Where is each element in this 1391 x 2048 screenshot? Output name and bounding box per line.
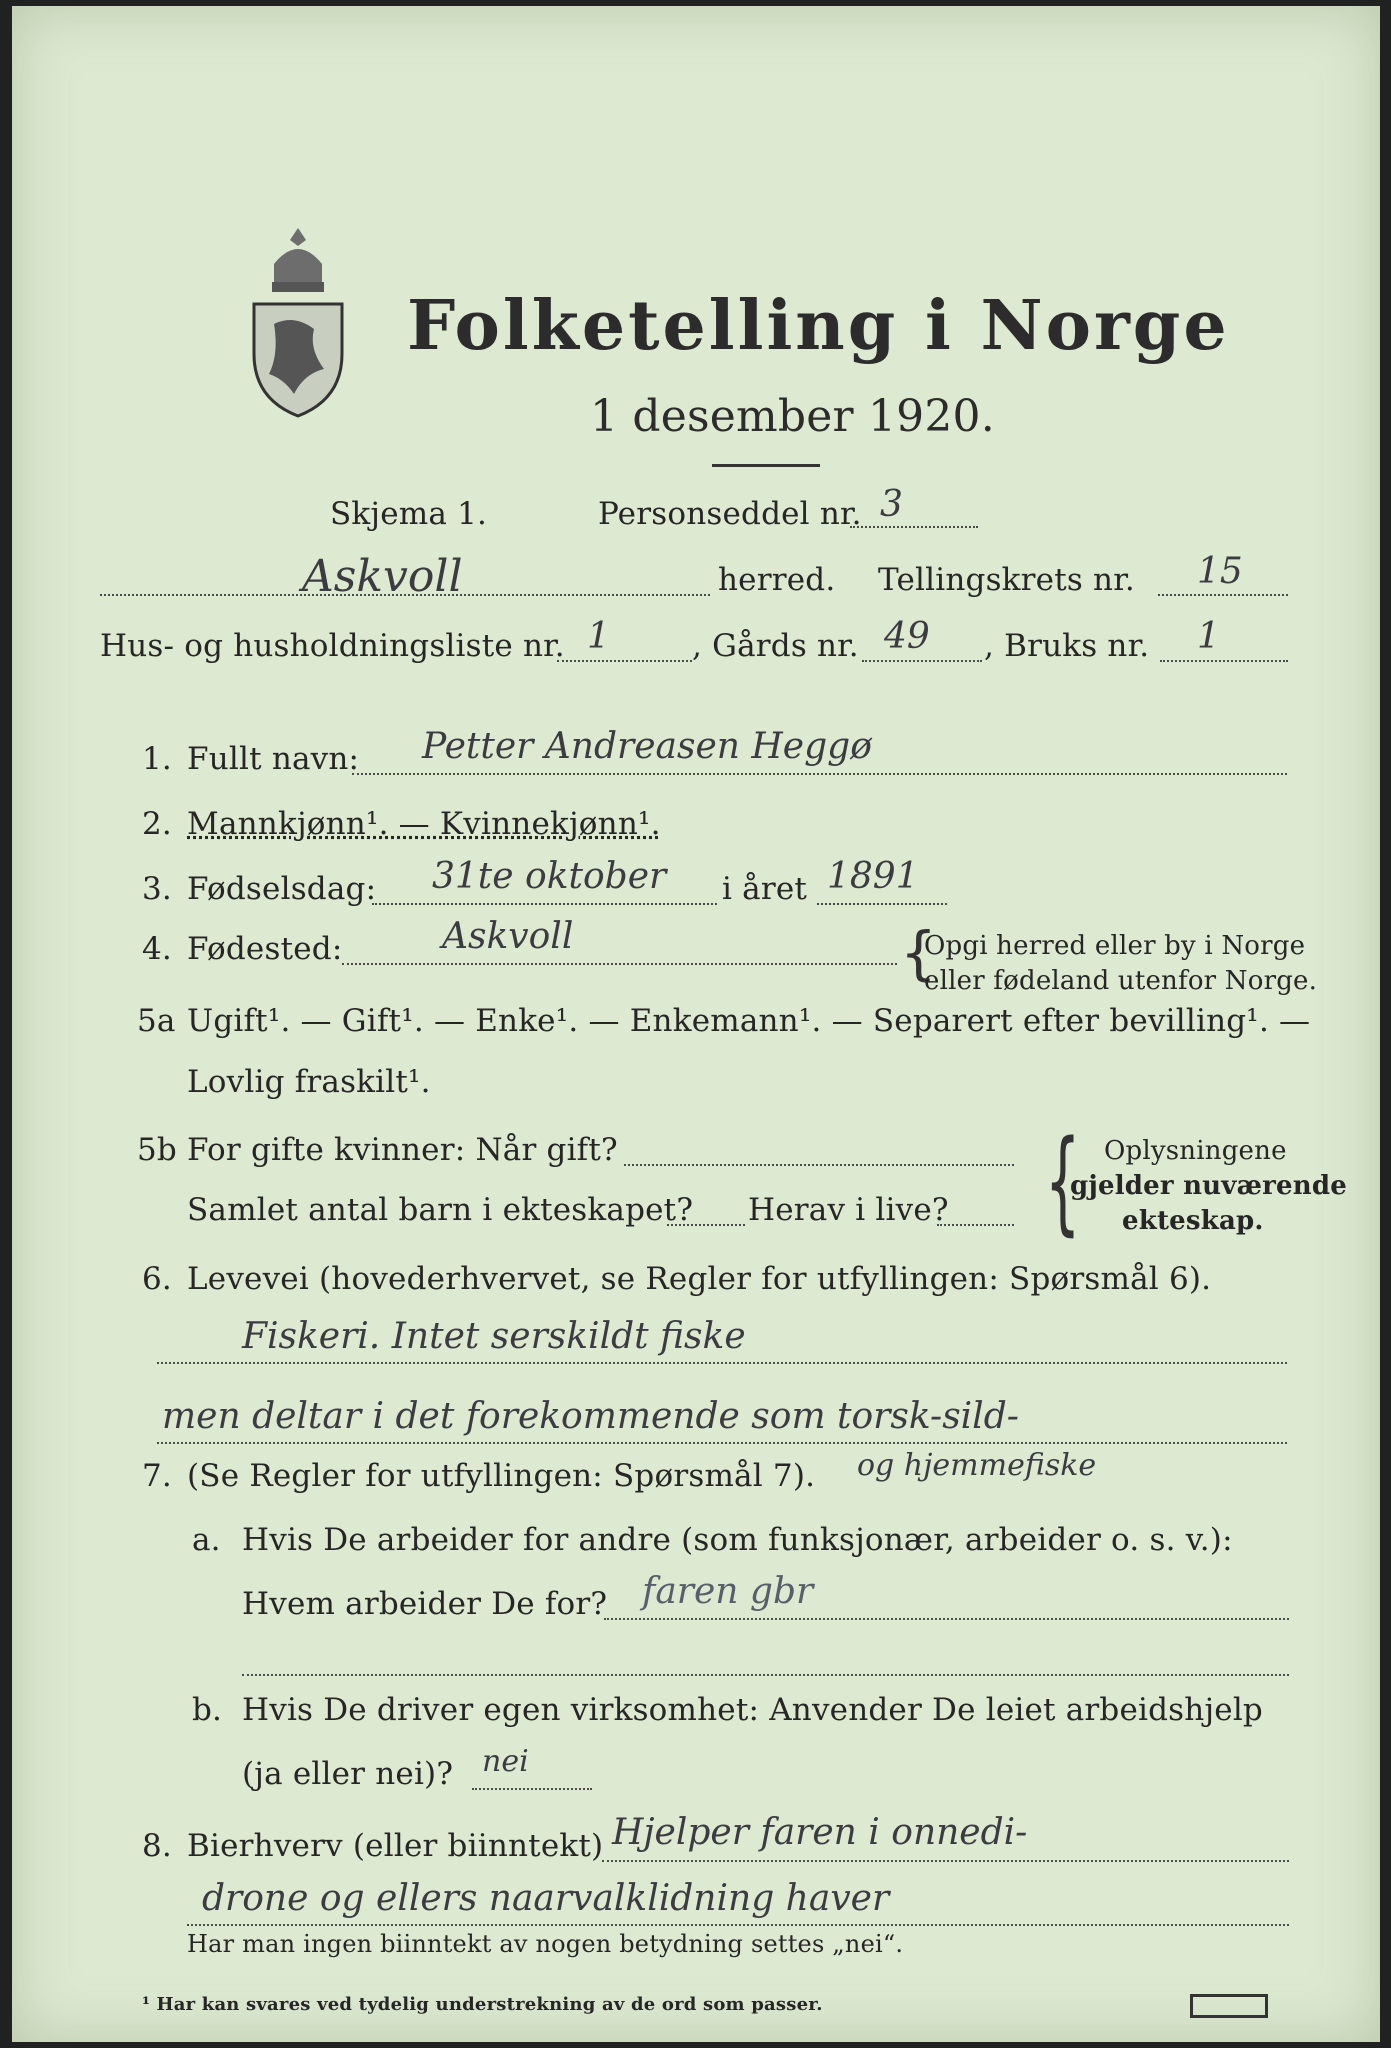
- q5b-line1: For gifte kvinner: Når gift?: [187, 1132, 618, 1168]
- birthplace-note-1: Opgi herred eller by i Norge: [924, 931, 1306, 961]
- gards-label: , Gårds nr.: [692, 628, 859, 664]
- q7a-text: Hvis De arbeider for andre (som funksjonær, arbeider o. s. v.):: [242, 1522, 1233, 1558]
- q5b-alive-label: Herav i live?: [748, 1192, 949, 1228]
- q5b-number: 5b: [137, 1132, 177, 1168]
- q7-answer: og hjemmefiske: [857, 1448, 1097, 1483]
- q5b-children-label: Samlet antal barn i ekteskapet?: [187, 1192, 694, 1228]
- coat-of-arms-icon: [244, 224, 352, 424]
- hired-help-answer: nei: [482, 1744, 529, 1779]
- tellingskrets-label: Tellingskrets nr.: [878, 562, 1135, 598]
- side-income-note: Har man ingen biinntekt av nogen betydning settes „nei“.: [187, 1930, 904, 1958]
- q7-text: (Se Regler for utfyllingen: Spørsmål 7).: [187, 1458, 816, 1494]
- bruks-value: 1: [1197, 616, 1220, 657]
- q8-number: 8.: [142, 1828, 172, 1864]
- q1-label: Fullt navn:: [187, 741, 360, 777]
- title-divider: [712, 464, 820, 467]
- birthplace-value: Askvoll: [442, 916, 574, 957]
- hus-label: Hus- og husholdningsliste nr.: [100, 628, 565, 664]
- personseddel-value: 3: [880, 484, 903, 525]
- birthplace-note-2: eller fødeland utenfor Norge.: [924, 966, 1318, 996]
- q7a-question: Hvem arbeider De for?: [242, 1586, 608, 1622]
- census-form-sheet: Folketelling i Norge 1 desember 1920. Skjema 1. Personseddel nr. 3 Askvoll herred. Tellingskrets nr. 15 Hus- og husholdningsliste nr. 1 , Gårds nr. 49 , Bruks nr. 1 1. Fullt navn: Petter Andreasen Heggø 2. Mannkjønn¹. — Kvinnekjønn¹. 3. Fødselsdag: 31te oktober i året 1891 4. Fødested: Askvoll { Opgi herred eller by i Norge eller fødeland utenfor Norge. 5a Ugift¹. — Gift¹. — Enke¹. — Enkemann¹. — Separert efter bevilling¹. — Lovlig fraskilt¹. 5b For gifte kvinner: Når gift? Samlet antal barn i ekteskapet? Herav i live? { Oplysningene gjelder nuværende ekteskap. 6. Levevei (hovederhvervet, se Regler for utfyllingen: Spørsmål 6). Fiskeri. Intet serskildt fiske men deltar i det forekommende som torsk-sild- 7. (Se Regler for utfyllingen: Spørsmål 7). og hjemmefiske a. Hvis De arbeider for andre (som funksjonær, arbeider o. s. v.): Hvem arbeider De for? faren gbr b. Hvis De driver egen virksomhet: Anvender De leiet arbeidshjelp (ja eller nei)? nei 8. Bierhverv (eller biinntekt) Hjelper faren i onnedi- drone og ellers naarvalklidning haver Har man ingen biinntekt av nogen betydning settes „nei“. ¹ Har kan svares ved tydelig understrekning av de ord som passer.: [12, 6, 1380, 2042]
- bruks-label: , Bruks nr.: [984, 628, 1150, 664]
- q7b-text: Hvis De driver egen virksomhet: Anvender De leiet arbeidshjelp: [242, 1692, 1263, 1728]
- herred-label: herred.: [718, 562, 836, 598]
- q8-label: Bierhverv (eller biinntekt): [187, 1828, 604, 1864]
- page-subtitle: 1 desember 1920.: [590, 391, 995, 442]
- personseddel-label: Personseddel nr.: [598, 496, 862, 532]
- gards-value: 49: [884, 616, 930, 657]
- q5a-number: 5a: [137, 1003, 176, 1039]
- q3-label: Fødselsdag:: [187, 871, 377, 907]
- full-name-value: Petter Andreasen Heggø: [422, 726, 872, 767]
- page-title: Folketelling i Norge: [407, 286, 1230, 366]
- side-income-answer-1: Hjelper faren i onnedi-: [612, 1812, 1028, 1853]
- employer-answer: faren gbr: [642, 1571, 814, 1612]
- occupation-answer-2: men deltar i det forekommende som torsk-sild-: [162, 1396, 1019, 1437]
- herred-value: Askvoll: [302, 551, 463, 602]
- q7b-number: b.: [192, 1692, 223, 1728]
- marriage-note-2: gjelder nuværende: [1070, 1171, 1348, 1201]
- q7b-question: (ja eller nei)?: [242, 1756, 454, 1792]
- q7a-number: a.: [192, 1522, 221, 1558]
- q4-label: Fødested:: [187, 931, 343, 967]
- q3-number: 3.: [142, 871, 172, 907]
- birth-year-value: 1891: [827, 856, 919, 897]
- q1-number: 1.: [142, 741, 172, 777]
- side-income-answer-2: drone og ellers naarvalklidning haver: [202, 1878, 890, 1919]
- q6-number: 6.: [142, 1261, 172, 1297]
- birthdate-value: 31te oktober: [432, 856, 667, 897]
- footnote: ¹ Har kan svares ved tydelig understrekning av de ord som passer.: [142, 1994, 823, 2015]
- schema-label: Skjema 1.: [330, 496, 488, 532]
- gender-options: Mannkjønn¹. — Kvinnekjønn¹.: [187, 806, 661, 842]
- marriage-note-3: ekteskap.: [1122, 1206, 1264, 1236]
- tellingskrets-value: 15: [1197, 551, 1243, 592]
- q6-text: Levevei (hovederhvervet, se Regler for utfyllingen: Spørsmål 6).: [187, 1261, 1212, 1297]
- marital-status-options: Ugift¹. — Gift¹. — Enke¹. — Enkemann¹. — Separert efter bevilling¹. —: [187, 1003, 1311, 1039]
- marriage-note-1: Oplysningene: [1104, 1136, 1287, 1166]
- q4-number: 4.: [142, 931, 172, 967]
- q7-number: 7.: [142, 1458, 172, 1494]
- q2-number: 2.: [142, 806, 172, 842]
- q3-year-label: i året: [722, 871, 808, 907]
- occupation-answer-1: Fiskeri. Intet serskildt fiske: [242, 1316, 746, 1357]
- hus-value: 1: [587, 616, 610, 657]
- marital-status-options-cont: Lovlig fraskilt¹.: [187, 1064, 431, 1100]
- printer-stamp: [1190, 1994, 1268, 2018]
